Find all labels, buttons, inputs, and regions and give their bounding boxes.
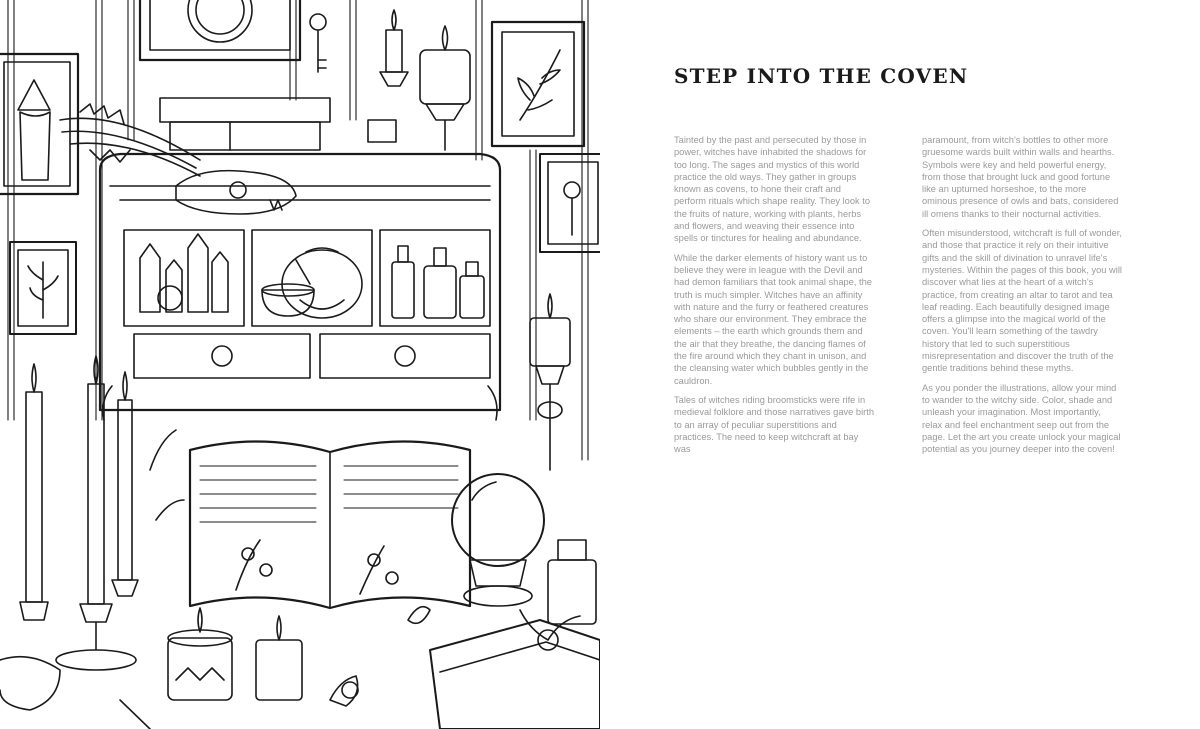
witch-portrait-frame xyxy=(0,54,78,194)
key-icon xyxy=(310,14,326,72)
leaf-frame xyxy=(492,22,584,146)
tied-books xyxy=(430,610,600,729)
paragraph: Tainted by the past and persecuted by those in power, witches have inhabited the shadows for too long. The sages and mystics of this world practice the old ways. They gather in groups known as covens, to hone their craft and perform rituals which shape reality. They look to the fruits of nature, working with plants, herbs and flowers, and weaving their essence into spells or tinctures for healing and abundance. xyxy=(674,135,871,244)
flower-frame xyxy=(540,154,600,252)
wall-candles xyxy=(368,10,470,150)
open-spellbook xyxy=(190,441,470,608)
paragraph: Tales of witches riding broomsticks were rife in medieval folklore and those narratives gave birth to an array of peculiar superstitions and practices. The need to keep witchcraft at bay was xyxy=(674,394,874,455)
paragraph: While the darker elements of history want us to believe they were in league with the Devil and had demon familiars that took animal shape, the truth is much simpler. Witches have an affinity with nature and the furry or feathered creatures who share our environment. They embrace the elements – the earth which grounds them and the air that they breathe, the dancing flames of the fire around which they chant in unison, and the cleansing water which bubbles gently in the cauldron. xyxy=(674,252,872,386)
clock-frame xyxy=(140,0,300,60)
text-page xyxy=(600,0,1200,729)
page-title: STEP INTO THE COVEN xyxy=(674,64,969,88)
paragraph: As you ponder the illustrations, allow your mind to wander to the witchy side. Color, shade and unleash your imagination. Most importantly, relax and feel enchantment seep out from the page. Let the art you create unlock your magical potential as you journey deeper into the coven! xyxy=(922,382,1121,455)
candle-jars xyxy=(168,540,596,700)
crystal-ball xyxy=(452,474,544,606)
tall-candles xyxy=(20,356,138,670)
cabinet xyxy=(100,154,500,420)
dried-herb-bundle xyxy=(60,104,200,176)
paragraph: Often misunderstood, witchcraft is full of wonder, and those that practice it rely on their intuitive gifts and the skill of divination to unravel life's mysteries. Within the pages of this book, you will discover what lies at the heart of a witch's practice, from creating an altar to tarot and tea leaf reading. Each beautifully designed image offers a glimpse into the magical world of the coven. You'll learn something of the tawdry history that led to such superstitious misrepresentation and discover the truth of the gentle traditions behind these myths. xyxy=(922,228,1122,374)
animal-skull xyxy=(176,171,296,214)
stacked-books xyxy=(160,98,330,150)
text-column-right xyxy=(922,134,1122,462)
paragraph: paramount, from witch's bottles to other more gruesome wards built within walls and hearths. Symbols were key and held powerful energy, from those that brought luck and good fortune like an upturned horseshoe, to the more ominous presence of owls and bats, considered ill omens thanks to their nocturnal activities. xyxy=(922,135,1119,219)
foliage xyxy=(0,430,430,729)
herb-frame xyxy=(10,242,76,334)
text-column-left xyxy=(674,134,874,462)
